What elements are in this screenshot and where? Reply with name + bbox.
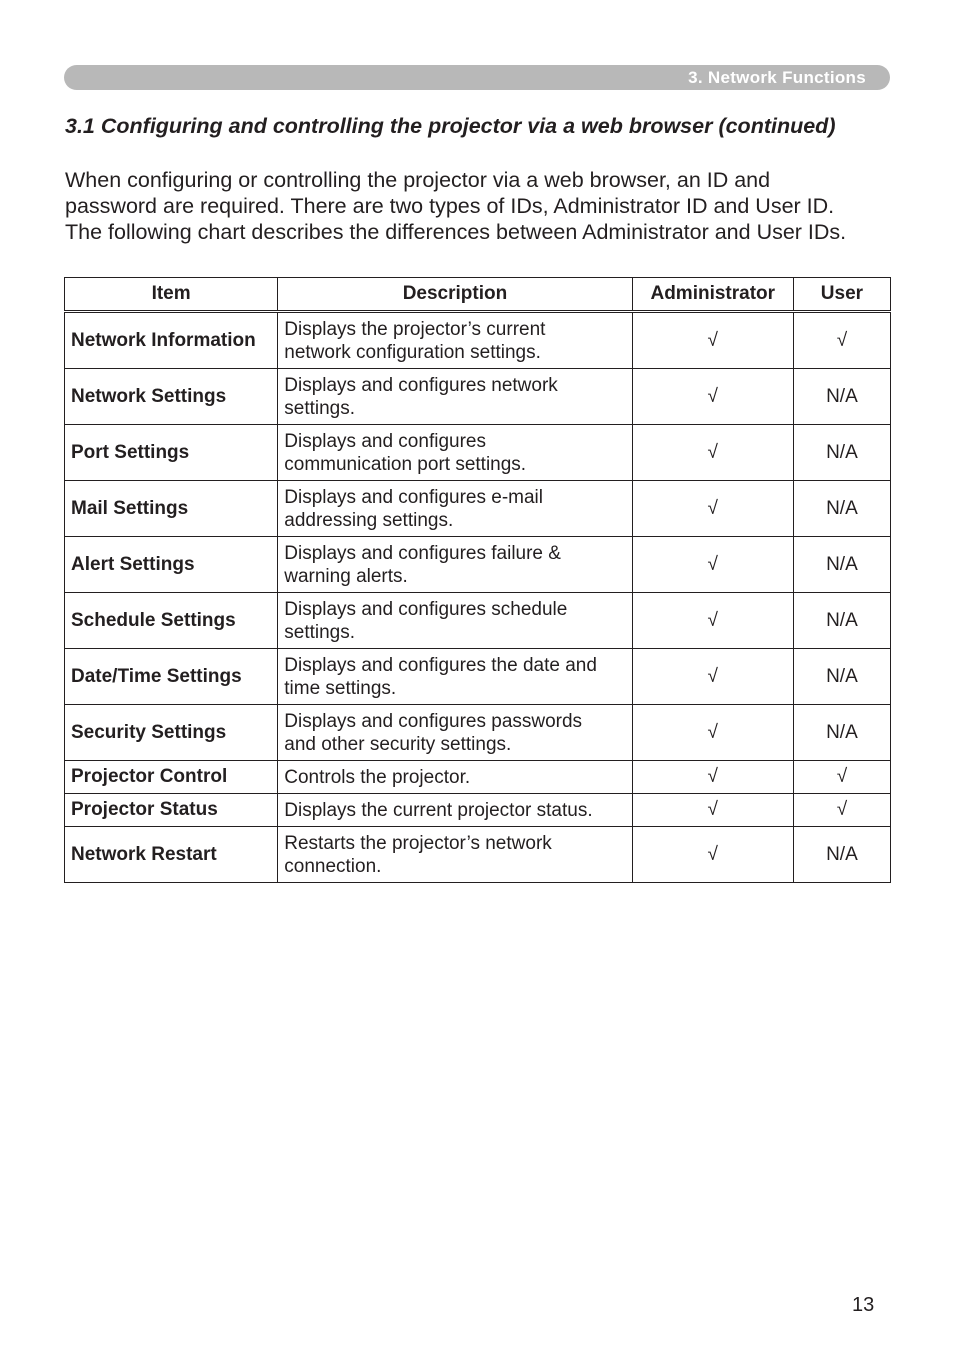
description-line: Restarts the projector’s network: [284, 832, 552, 854]
item-cell: Network Settings: [65, 369, 278, 425]
user-access-cell: √: [793, 761, 890, 794]
table-row: [65, 794, 891, 827]
item-cell: Projector Status: [65, 794, 278, 827]
description-cell: [278, 369, 632, 425]
table-row: [65, 425, 891, 481]
user-access-cell: √: [793, 794, 890, 827]
administrator-access-cell: √: [632, 369, 793, 425]
user-access-cell: N/A: [793, 593, 890, 649]
administrator-access-cell: √: [632, 761, 793, 794]
id-comparison-table: [64, 277, 891, 883]
user-access-cell: √: [793, 312, 890, 369]
description-line: Displays and configures network: [284, 374, 558, 396]
description-line: network configuration settings.: [284, 341, 541, 363]
page-number: 13: [852, 1294, 875, 1316]
administrator-access-cell: √: [632, 312, 793, 369]
user-access-cell: N/A: [793, 537, 890, 593]
item-cell: Security Settings: [65, 705, 278, 761]
user-access-cell: N/A: [793, 425, 890, 481]
description-cell: [278, 705, 632, 761]
administrator-access-cell: √: [632, 537, 793, 593]
intro-line: When configuring or controlling the projector via a web browser, an ID and: [65, 168, 771, 192]
description-line: addressing settings.: [284, 509, 454, 531]
item-cell: Network Information: [65, 312, 278, 369]
description-cell: [278, 593, 632, 649]
user-access-cell: N/A: [793, 827, 890, 883]
description-line: settings.: [284, 621, 356, 643]
intro-line: password are required. There are two types of IDs, Administrator ID and User ID.: [65, 194, 835, 218]
item-cell: Port Settings: [65, 425, 278, 481]
table-row: [65, 649, 891, 705]
user-access-cell: N/A: [793, 705, 890, 761]
description-cell: [278, 425, 632, 481]
column-header-user: User: [793, 278, 890, 312]
description-cell: [278, 649, 632, 705]
description-line: Displays and configures passwords: [284, 710, 583, 732]
administrator-access-cell: √: [632, 593, 793, 649]
description-line: settings.: [284, 397, 356, 419]
user-access-cell: N/A: [793, 649, 890, 705]
user-access-cell: N/A: [793, 369, 890, 425]
description-line: Displays and configures the date and: [284, 654, 597, 676]
description-line: and other security settings.: [284, 733, 512, 755]
description-cell: [278, 481, 632, 537]
column-header-item: Item: [65, 278, 278, 312]
column-header-description: Description: [278, 278, 632, 312]
table-row: [65, 312, 891, 369]
administrator-access-cell: √: [632, 425, 793, 481]
description-cell: [278, 537, 632, 593]
table-row: [65, 537, 891, 593]
description-line: Displays and configures schedule: [284, 598, 568, 620]
administrator-access-cell: √: [632, 649, 793, 705]
description-line: Displays the current projector status.: [284, 799, 593, 821]
item-cell: Network Restart: [65, 827, 278, 883]
description-line: communication port settings.: [284, 453, 527, 475]
intro-paragraph: [65, 167, 895, 245]
item-cell: Date/Time Settings: [65, 649, 278, 705]
table-body: [65, 312, 891, 883]
table-header-row: [65, 278, 891, 312]
description-line: Controls the projector.: [284, 766, 471, 788]
description-cell: [278, 827, 632, 883]
table-row: [65, 827, 891, 883]
description-cell: [278, 761, 632, 794]
item-cell: Schedule Settings: [65, 593, 278, 649]
description-line: warning alerts.: [284, 565, 408, 587]
item-cell: Alert Settings: [65, 537, 278, 593]
administrator-access-cell: √: [632, 705, 793, 761]
description-line: Displays and configures e-mail: [284, 486, 543, 508]
section-header-label: 3. Network Functions: [688, 68, 866, 87]
administrator-access-cell: √: [632, 794, 793, 827]
description-line: connection.: [284, 855, 382, 877]
section-title: 3.1 Configuring and controlling the projector via a web browser (continued): [65, 114, 836, 138]
description-cell: [278, 794, 632, 827]
item-cell: Mail Settings: [65, 481, 278, 537]
description-line: Displays and configures failure &: [284, 542, 561, 564]
administrator-access-cell: √: [632, 827, 793, 883]
table-row: [65, 761, 891, 794]
table-row: [65, 481, 891, 537]
description-line: time settings.: [284, 677, 397, 699]
administrator-access-cell: √: [632, 481, 793, 537]
column-header-administrator: Administrator: [632, 278, 793, 312]
table-row: [65, 593, 891, 649]
section-header-bar: [64, 65, 890, 90]
description-line: Displays the projector’s current: [284, 318, 546, 340]
user-access-cell: N/A: [793, 481, 890, 537]
item-cell: Projector Control: [65, 761, 278, 794]
intro-line: The following chart describes the differences between Administrator and User IDs.: [65, 220, 847, 244]
description-line: Displays and configures: [284, 430, 486, 452]
table-row: [65, 369, 891, 425]
description-cell: [278, 312, 632, 369]
table-row: [65, 705, 891, 761]
